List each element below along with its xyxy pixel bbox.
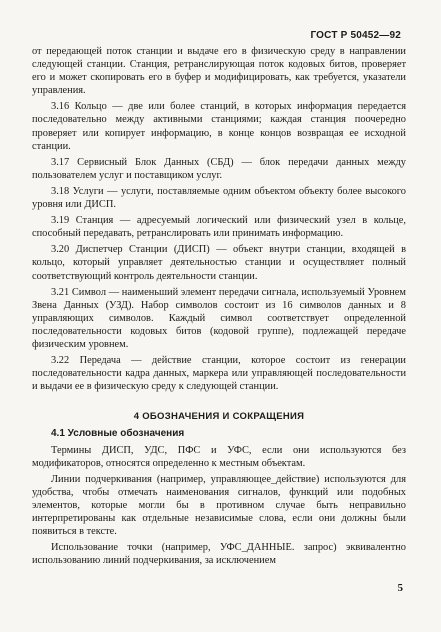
notation-paragraph-1: Термины ДИСП, УДС, ПФС и УФС, если они используются без модификаторов, относятся определенно к местным объектам. xyxy=(32,444,406,469)
definition-3-16: 3.16 Кольцо — две или более станций, в которых информация передается последовательно между активными станциями; каждая станция поочередно проверяет или копирует информацию, в конце концов возвращая ее исходной станции. xyxy=(32,101,406,152)
notation-paragraph-2: Линии подчеркивания (например, управляющее_действие) используются для удобства, чтобы отмечать наименования сигналов, функций или подобных элементов, которые могли бы в противном случае быть неправильно интерпретированы как отдельные независимые слова, если они должны были появиться в тексте. xyxy=(32,473,406,538)
notation-paragraph-3: Использование точки (например, УФС_ДАННЫЕ. запрос) эквивалентно использованию линий подчеркивания, за исключением xyxy=(32,542,406,567)
definition-3-22: 3.22 Передача — действие станции, которое состоит из генерации последовательности кадра данных, маркера или управляющей последовательности и выдачи ее в физическую среду к следующей станции. xyxy=(32,355,406,393)
page-number: 5 xyxy=(397,582,403,594)
definition-3-19: 3.19 Станция — адресуемый логический или физический узел в кольце, способный передавать, ретранслировать или принимать информацию. xyxy=(32,215,406,240)
paragraph-continuation: от передающей поток станции и выдаче его в физическую среду в направлении следующей станции. Станция, ретранслирующая поток кодовых битов, проверяет его и может скопировать его в буфер и модифицировать, как требуется, указатели управления. xyxy=(32,46,406,97)
definition-3-18: 3.18 Услуги — услуги, поставляемые одним объектом объекту более высокого уровня или ДИСП. xyxy=(32,185,406,211)
subsection-heading: 4.1 Условные обозначения xyxy=(51,428,185,440)
page-body xyxy=(32,45,406,567)
section-heading: 4 ОБОЗНАЧЕНИЯ И СОКРАЩЕНИЯ xyxy=(133,411,305,423)
standard-header: ГОСТ Р 50452—92 xyxy=(310,30,401,41)
definition-3-21: 3.21 Символ — наименьший элемент передачи сигнала, используемый Уровнем Звена Данных (УЗД). Набор символов состоит из 16 символов данных и 8 управляющих символов. Каждый символ соответствует определенной последовательности кодовых битов (кодовой группе), подлежащей передаче физическим уровнем. xyxy=(32,286,406,350)
definition-3-17: 3.17 Сервисный Блок Данных (СБД) — блок передачи данных между пользователем услуг и поставщиком услуг. xyxy=(32,156,406,181)
definition-3-20: 3.20 Диспетчер Станции (ДИСП) — объект внутри станции, входящей в кольцо, который управляет деятельностью станции и осуществляет полный соответствующий контроль деятельности станции. xyxy=(32,244,406,282)
